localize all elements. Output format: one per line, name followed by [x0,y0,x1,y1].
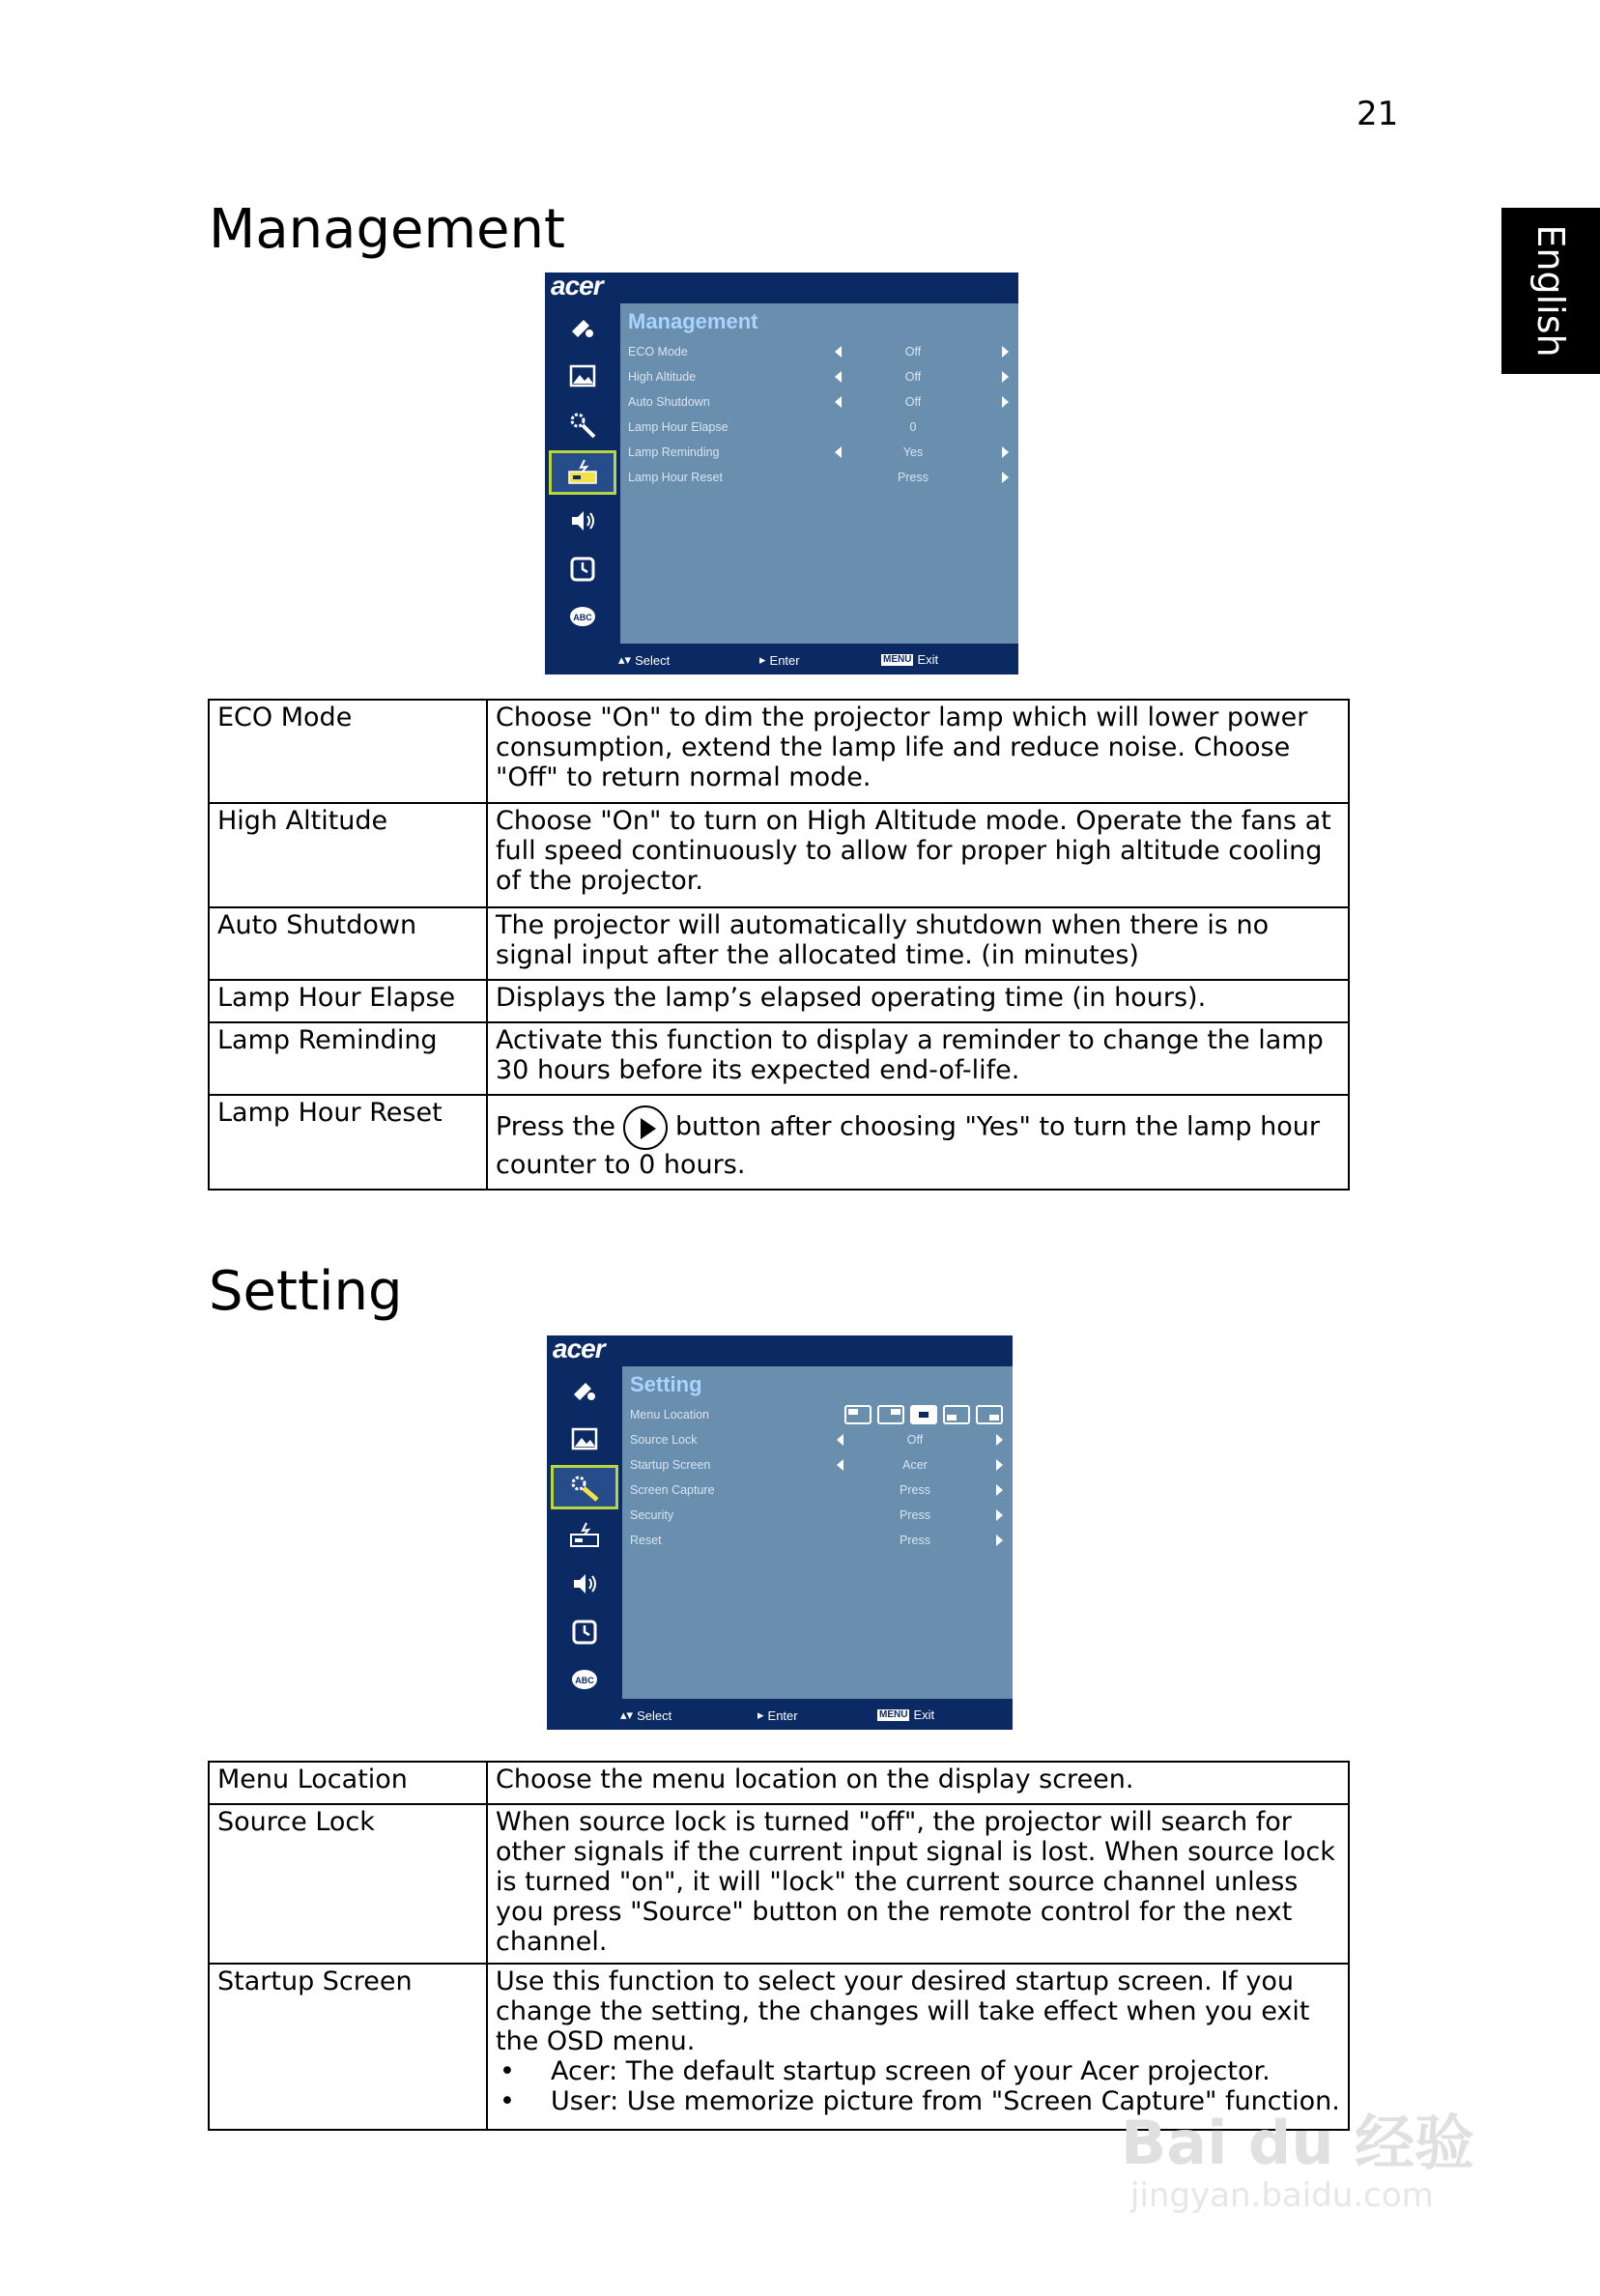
osd-row-value: Off [906,1433,924,1447]
table-cell-name: High Altitude [209,803,487,907]
location-top-left-icon[interactable] [844,1405,871,1424]
right-arrow-icon[interactable] [996,1535,1003,1546]
right-arrow-icon[interactable] [1002,472,1009,483]
management-table [208,699,1350,1191]
osd-row-value: Press [900,1534,930,1547]
acer-logo: acer [551,273,603,301]
language-icon [549,595,616,640]
svg-text:ABC: ABC [573,613,592,622]
left-arrow-icon[interactable] [837,1434,843,1446]
table-cell-desc [487,1095,1349,1190]
footer-select [620,1708,671,1723]
osd-row-label: Lamp Reminding [628,445,720,459]
footer-enter-label: Enter [769,652,800,668]
baidu-watermark: Bai du 经验 [1121,2108,1475,2178]
timer-icon [551,1610,618,1654]
left-arrow-icon[interactable] [835,396,842,408]
osd-row-startup-screen[interactable] [630,1455,1003,1477]
osd-footer [618,644,1018,674]
right-arrow-icon[interactable] [1002,346,1009,358]
table-cell-name: Auto Shutdown [209,907,487,980]
footer-exit-label: Exit [913,1708,935,1722]
footer-enter [759,652,800,668]
table-row [209,1804,1349,1964]
table-cell-desc: The projector will automatically shutdown when there is no signal input after the allocated time. (in minutes) [487,907,1349,980]
osd-row-label: Menu Location [630,1408,710,1421]
location-bottom-right-icon[interactable] [976,1405,1003,1424]
setting-icon [551,1465,618,1509]
osd-row-value: Yes [902,445,924,459]
osd-row-label: Reset [630,1534,662,1547]
right-arrow-icon[interactable] [996,1509,1003,1521]
table-cell-desc: Activate this function to display a reminder to change the lamp 30 hours before its expected end-of-life. [487,1022,1349,1095]
osd-footer [620,1699,1013,1730]
location-bottom-left-icon[interactable] [943,1405,970,1424]
desc-text: Use this function to select your desired startup screen. If you change the setting, the changes will take effect when you exit the OSD menu. [496,1966,1310,2056]
table-cell-desc: Choose "On" to dim the projector lamp which will lower power consumption, extend the lamp life and reduce noise. Choose "Off" to return normal mode. [487,700,1349,803]
osd-row-value: Off [904,370,922,384]
list-item: • Acer: The default startup screen of your Acer projector. [496,2056,1340,2086]
osd-row-label: Lamp Hour Elapse [628,420,729,434]
baidu-watermark-url: jingyan.baidu.com [1130,2176,1434,2215]
color-icon [549,305,616,350]
osd-row-value: 0 [909,420,917,434]
table-cell-name: Menu Location [209,1762,487,1804]
table-cell-name: Lamp Reminding [209,1022,487,1095]
table-cell-desc: Choose the menu location on the display screen. [487,1762,1349,1804]
osd-row-lamp-hour-elapse [628,417,1009,439]
osd-row-label: Security [630,1508,674,1522]
osd-row-value: Press [898,471,929,484]
management-heading: Management [209,198,565,261]
table-row [209,907,1349,980]
osd-row-value: Off [904,345,922,359]
osd-row-label: Auto Shutdown [628,395,710,409]
osd-sidebar [545,301,618,644]
osd-row-lamp-hour-reset[interactable] [628,468,1009,489]
osd-row-value: Press [900,1508,930,1522]
image-icon [551,1417,618,1461]
list-item: • User: Use memorize picture from "Screen Capture" function. [496,2086,1340,2116]
setting-osd-screenshot [547,1335,1013,1730]
osd-sidebar [547,1364,620,1699]
table-cell-name: Source Lock [209,1804,487,1964]
right-arrow-icon[interactable] [996,1434,1003,1446]
osd-row-label: Startup Screen [630,1458,711,1472]
setting-icon [549,402,616,446]
right-arrow-icon[interactable] [996,1459,1003,1471]
osd-row-menu-location[interactable] [630,1405,1003,1426]
location-top-right-icon[interactable] [877,1405,904,1424]
osd-row-auto-shutdown[interactable] [628,392,1009,414]
footer-enter [757,1708,798,1723]
footer-select-label: Select [637,1708,672,1723]
table-cell-name: ECO Mode [209,700,487,803]
table-row [209,1095,1349,1190]
table-row [209,980,1349,1022]
left-arrow-icon[interactable] [835,446,842,458]
osd-row-label: High Altitude [628,370,697,384]
footer-select-label: Select [635,652,671,668]
osd-panel-title: Management [628,309,758,333]
management-osd-screenshot [545,273,1018,674]
menu-key-icon: MENU [883,653,912,665]
setting-heading: Setting [209,1260,403,1323]
osd-row-reset[interactable] [630,1531,1003,1552]
footer-exit-label: Exit [917,652,939,667]
osd-row-source-lock[interactable] [630,1430,1003,1451]
table-cell-name: Startup Screen [209,1964,487,2130]
osd-panel-title: Setting [630,1372,702,1396]
acer-logo: acer [553,1335,605,1363]
table-row [209,700,1349,803]
osd-panel [620,303,1018,644]
setting-table [208,1761,1350,2131]
footer-enter-label: Enter [767,1708,798,1723]
audio-icon [551,1562,618,1606]
osd-row-label: Source Lock [630,1433,698,1447]
menu-location-options [844,1405,1003,1424]
right-arrow-icon: ▸ [757,1708,764,1722]
footer-exit [877,1708,934,1722]
page-number: 21 [1357,95,1399,133]
table-cell-name: Lamp Hour Reset [209,1095,487,1190]
osd-row-value: Press [900,1483,930,1497]
right-button-icon [623,1105,668,1150]
osd-row-label: Screen Capture [630,1483,715,1497]
table-cell-desc: Choose "On" to turn on High Altitude mode. Operate the fans at full speed continuously to allow for proper high altitude cooling of the projector. [487,803,1349,907]
up-down-arrow-icon: ▴▾ [618,652,632,667]
language-tab [1501,208,1600,374]
left-arrow-icon[interactable] [835,346,842,358]
audio-icon [549,499,616,543]
osd-row-security[interactable] [630,1506,1003,1527]
management-icon [549,450,616,495]
desc-text: Press the [496,1111,615,1142]
table-cell-desc: Displays the lamp’s elapsed operating time (in hours). [487,980,1349,1022]
management-icon [551,1513,618,1558]
osd-row-value: Acer [902,1458,928,1472]
right-arrow-icon[interactable] [1002,396,1009,408]
language-icon [551,1658,618,1703]
image-icon [549,354,616,398]
osd-row-lamp-reminding[interactable] [628,443,1009,464]
footer-exit [881,652,938,667]
color-icon [551,1368,618,1413]
svg-text:ABC: ABC [575,1676,594,1685]
table-row [209,803,1349,907]
timer-icon [549,547,616,591]
osd-row-label: ECO Mode [628,345,688,359]
right-arrow-icon[interactable] [1002,371,1009,383]
left-arrow-icon[interactable] [837,1459,843,1471]
osd-row-screen-capture[interactable] [630,1480,1003,1502]
footer-select [618,652,670,668]
right-arrow-icon[interactable] [996,1484,1003,1496]
table-cell-name: Lamp Hour Elapse [209,980,487,1022]
osd-panel [622,1366,1013,1699]
menu-key-icon: MENU [879,1708,908,1720]
language-tab-label: English [1529,224,1572,358]
osd-row-value: Off [904,395,922,409]
table-row [209,1762,1349,1804]
osd-row-label: Lamp Hour Reset [628,471,723,484]
left-arrow-icon[interactable] [835,371,842,383]
desc-text: button after choosing "Yes" to turn the lamp hour counter to 0 hours. [496,1111,1320,1180]
osd-row-eco-mode[interactable] [628,342,1009,363]
table-row [209,1022,1349,1095]
up-down-arrow-icon: ▴▾ [620,1708,634,1722]
right-arrow-icon: ▸ [759,652,766,667]
osd-row-high-altitude[interactable] [628,367,1009,388]
right-arrow-icon[interactable] [1002,446,1009,458]
location-center-icon[interactable] [910,1405,937,1424]
table-cell-desc: When source lock is turned "off", the projector will search for other signals if the current input signal is lost. When source lock is turned "on", it will "lock" the current source channel unless you press "Source" button on the remote control for the next channel. [487,1804,1349,1964]
